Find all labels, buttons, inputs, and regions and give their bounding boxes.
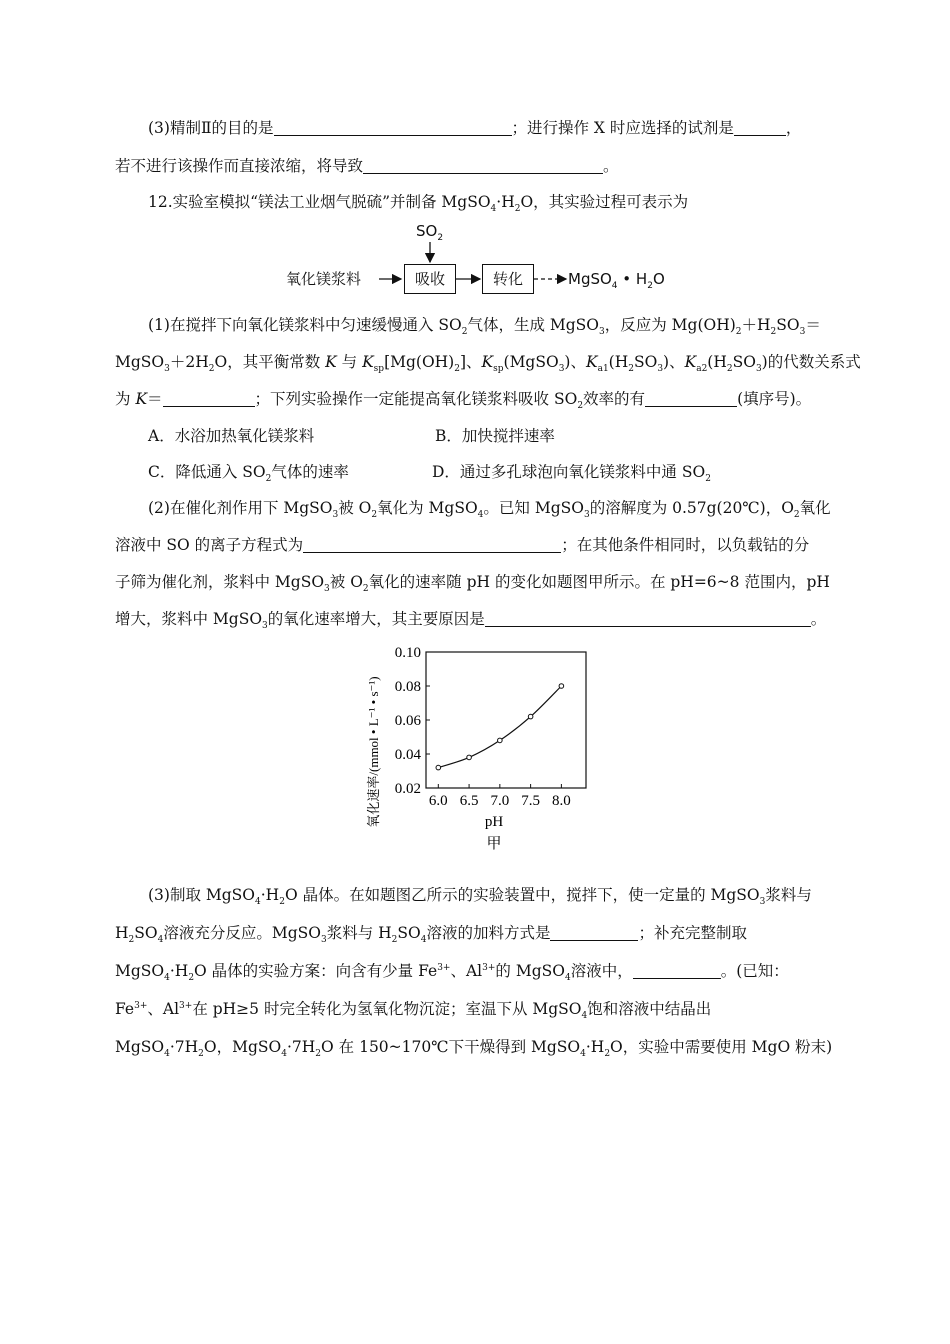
text: ]、 — [459, 353, 482, 371]
text: ；补充完整制取 — [638, 924, 747, 942]
text: ·7H — [286, 1038, 316, 1056]
text: SO — [633, 353, 658, 371]
text: 与 — [336, 353, 363, 371]
answer-blank[interactable] — [363, 157, 603, 174]
text: ·H — [585, 1038, 605, 1056]
text: MgSO — [115, 962, 165, 980]
chart-y-tick-label: 0.06 — [394, 713, 421, 729]
text: 、Al — [450, 962, 483, 980]
text: [Mg(OH) — [384, 353, 455, 371]
text: (2)在催化剂作用下 MgSO — [148, 499, 333, 517]
chart-x-tick-label: 6.0 — [428, 793, 448, 809]
chart-point — [467, 755, 472, 760]
text: (3)制取 MgSO — [148, 886, 256, 904]
text: 溶液中， — [570, 962, 633, 980]
text: SO — [397, 924, 421, 942]
q12-1-line1 — [148, 314, 868, 336]
sub: 2 — [371, 510, 378, 521]
sub: 3 — [558, 364, 565, 375]
answer-blank[interactable] — [645, 390, 737, 407]
text: O，其实验过程可表示为 — [520, 193, 689, 211]
text: 气体的速率 — [271, 463, 349, 481]
text: 气体，生成 MgSO — [467, 316, 599, 334]
text: 饱和溶液中结晶出 — [587, 1000, 712, 1018]
text: ；进行操作 X 时应选择的试剂是 — [511, 119, 734, 137]
sub: 2 — [208, 364, 215, 375]
answer-blank[interactable] — [274, 119, 512, 136]
chart-frame — [426, 652, 586, 788]
sub: sp — [373, 364, 385, 375]
chart-point — [559, 684, 564, 689]
q12-1-line3 — [115, 388, 835, 410]
q12-3-line3 — [115, 960, 835, 982]
sub: 4 — [281, 1049, 287, 1060]
sub: 4 — [157, 935, 164, 946]
text: O 在 150~170℃下干燥得到 MgSO — [321, 1038, 581, 1056]
chart-y-label: 氧化速率/(mmol • L⁻¹ • s⁻¹) — [366, 676, 381, 828]
text: K — [325, 353, 337, 371]
text: O，实验中需要使用 MgO 粉末) — [610, 1038, 833, 1056]
text: 被 O — [329, 573, 363, 591]
sub: 2 — [128, 935, 135, 946]
text: 。 — [810, 610, 827, 628]
text: H — [115, 924, 129, 942]
text: O，MgSO — [203, 1038, 282, 1056]
text: SO — [416, 222, 438, 240]
text: 子筛为催化剂，浆料中 MgSO — [115, 573, 325, 591]
text: MgSO — [115, 353, 165, 371]
sub: 4 — [477, 510, 484, 521]
text: (填序号)。 — [737, 390, 812, 408]
text: 若不进行该操作而直接浓缩，将导致 — [115, 157, 364, 175]
option-b[interactable]: B．加快搅拌速率 — [435, 427, 555, 445]
text: (MgSO — [503, 353, 559, 371]
q11-3-line1 — [148, 117, 868, 139]
chart-points — [436, 684, 564, 770]
chart-x-tick-label: 7.0 — [490, 793, 510, 809]
text: 、Al — [147, 1000, 180, 1018]
text: ·7H — [169, 1038, 199, 1056]
text: ，反应为 Mg(OH) — [604, 316, 736, 334]
sub: 3 — [164, 364, 170, 375]
text: 在 pH≥5 时完全转化为氢氧化物沉淀；室温下从 MgSO — [192, 1000, 582, 1018]
chart-y-tick-label: 0.10 — [394, 645, 421, 661]
sub: 2 — [514, 204, 521, 215]
sub: 3 — [599, 327, 605, 338]
text: SO — [732, 353, 756, 371]
flow-source-label: 氧化镁浆料 — [286, 270, 362, 288]
sub: 4 — [611, 281, 618, 291]
sub: 4 — [420, 935, 427, 946]
sub: 2 — [604, 1049, 611, 1060]
sub: 3 — [657, 364, 664, 375]
text: ＝ — [147, 390, 163, 408]
text: • H — [617, 270, 648, 288]
text: ；在其他条件相同时，以负载钴的分 — [561, 536, 810, 554]
sub: 2 — [454, 364, 460, 375]
text: K — [481, 353, 494, 371]
text: 氧化为 MgSO — [377, 499, 478, 517]
answer-blank[interactable] — [633, 962, 721, 979]
sub: 4 — [581, 1011, 588, 1022]
text: O 晶体的实验方案：向含有少量 Fe — [194, 962, 438, 980]
answer-blank[interactable] — [734, 119, 786, 136]
sub: 2 — [265, 474, 272, 485]
text: D．通过多孔球泡向氧化镁浆料中通 SO — [432, 463, 706, 481]
text: K — [684, 353, 697, 371]
q12-title — [148, 191, 868, 213]
chart-point — [498, 738, 503, 743]
sub: 2 — [628, 364, 634, 375]
text: )的代数关系式 — [761, 353, 861, 371]
answer-blank[interactable] — [485, 610, 811, 627]
text: 为 — [115, 390, 136, 408]
sub: 3 — [262, 621, 268, 632]
text: 效率的有 — [583, 390, 646, 408]
sub: a1 — [597, 364, 609, 375]
text: 氧化的速率随 pH 的变化如题图甲所示。在 pH=6~8 范围内，pH — [368, 573, 830, 591]
text: ；下列实验操作一定能提高氧化镁浆料吸收 SO — [254, 390, 578, 408]
text: ·H — [260, 886, 280, 904]
text: 被 O — [338, 499, 372, 517]
sub: 2 — [315, 1049, 322, 1060]
q12-3-line5 — [115, 1036, 835, 1058]
text: (3)精制Ⅱ的目的是 — [148, 119, 274, 137]
text: (H — [608, 353, 629, 371]
chart-oxidation-rate-vs-ph — [360, 640, 600, 860]
chart-y-ticks — [395, 645, 430, 797]
q12-3-line4 — [115, 998, 835, 1020]
sub: 3 — [755, 364, 762, 375]
chart-y-tick-label: 0.02 — [394, 781, 421, 797]
text: ＝ — [805, 316, 821, 334]
text: 氧化 — [799, 499, 831, 517]
sub: 4 — [490, 204, 497, 215]
sub: 2 — [188, 973, 195, 984]
sub: 4 — [580, 1049, 586, 1060]
sub: 2 — [391, 935, 398, 946]
text: SO — [134, 924, 158, 942]
text: 溶液中 SO 的离子方程式为 — [115, 536, 304, 554]
sub: a2 — [696, 364, 708, 375]
text: 12.实验室模拟“镁法工业烟气脱硫”并制备 MgSO — [148, 193, 491, 211]
text: 。(已知： — [720, 962, 789, 980]
flow-box-convert: 转化 — [482, 264, 534, 294]
sub: 2 — [362, 584, 369, 595]
sup: 3+ — [134, 1000, 148, 1011]
flow-product-label — [568, 269, 665, 289]
option-c[interactable] — [148, 463, 349, 485]
chart-x-tick-label: 7.5 — [521, 793, 540, 809]
sub: 2 — [793, 510, 800, 521]
sub: 3 — [799, 327, 806, 338]
answer-blank[interactable] — [303, 536, 561, 553]
sub: 3 — [583, 510, 590, 521]
text: ， — [785, 119, 802, 137]
flow-box-absorb: 吸收 — [404, 264, 456, 294]
sub: 3 — [759, 897, 766, 908]
chart-x-label: pH — [484, 814, 504, 830]
chart-plot-area — [395, 645, 586, 809]
text: 的 MgSO — [495, 962, 565, 980]
chart-point — [528, 714, 533, 719]
chart-y-tick-label: 0.08 — [394, 679, 421, 695]
text: K — [362, 353, 374, 371]
sub: 2 — [461, 327, 468, 338]
sub: 2 — [198, 1049, 204, 1060]
text: SO — [776, 316, 800, 334]
text: C．降低通入 SO — [148, 463, 266, 481]
sub: 3 — [332, 510, 339, 521]
text: MgSO — [115, 1038, 165, 1056]
q12-2-line2 — [115, 534, 835, 556]
q12-1-options-row2 — [148, 461, 868, 483]
q12-1-options-row1 — [148, 425, 868, 447]
sub: 2 — [647, 281, 653, 291]
text: ＋2H — [169, 353, 209, 371]
text: 浆料与 — [765, 886, 812, 904]
sub: 2 — [770, 327, 777, 338]
text: O，其平衡常数 — [214, 353, 326, 371]
text: (1)在搅拌下向氧化镁浆料中匀速缓慢通入 SO — [148, 316, 462, 334]
q12-2-line4 — [115, 608, 835, 630]
text: )、 — [663, 353, 685, 371]
sub: 2 — [705, 474, 711, 485]
sub: 2 — [577, 401, 584, 412]
q12-2-line1 — [148, 497, 868, 519]
q12-3-line2 — [115, 922, 835, 944]
option-d[interactable] — [432, 461, 711, 483]
text: 。 — [603, 157, 619, 175]
q12-1-line2 — [115, 351, 861, 375]
text: Fe — [115, 1000, 135, 1018]
chart-point — [436, 765, 441, 770]
sub: 4 — [564, 973, 571, 984]
text: (H — [707, 353, 727, 371]
text: 增大，浆料中 MgSO — [115, 610, 263, 628]
text: 的氧化速率增大，其主要原因是 — [267, 610, 485, 628]
text: 的溶解度为 0.57g(20℃)，O — [589, 499, 794, 517]
q12-2-line3 — [115, 571, 835, 593]
sub: 4 — [164, 973, 170, 984]
text: ＋H — [741, 316, 771, 334]
text: 。已知 MgSO — [483, 499, 584, 517]
text: ·H — [169, 962, 189, 980]
text: MgSO — [568, 270, 612, 288]
q12-3-line1 — [148, 884, 868, 906]
q11-3-line2 — [115, 155, 835, 177]
sub: 2 — [735, 327, 742, 338]
sub: 3 — [324, 584, 330, 595]
chart-x-tick-label: 8.0 — [552, 793, 571, 809]
option-a[interactable]: A．水浴加热氧化镁浆料 — [148, 427, 315, 445]
flow-so2-label — [416, 221, 443, 241]
text: O — [652, 270, 665, 288]
text: O 晶体。在如题图乙所示的实验装置中，搅拌下，使一定量的 MgSO — [284, 886, 760, 904]
text: K — [585, 353, 598, 371]
sub: 4 — [164, 1049, 170, 1060]
text: )、 — [564, 353, 586, 371]
sup: 3+ — [482, 962, 496, 973]
sub: 3 — [320, 935, 327, 946]
chart-series-line — [438, 686, 561, 768]
chart-title: 甲 — [486, 836, 502, 852]
sup: 3+ — [437, 962, 451, 973]
sub: 2 — [726, 364, 733, 375]
sub: 2 — [279, 897, 285, 908]
answer-blank[interactable] — [163, 390, 255, 407]
text: 溶液的加料方式是 — [426, 924, 551, 942]
text: K — [135, 390, 148, 408]
text: 浆料与 H — [326, 924, 392, 942]
text: 溶液充分反应。MgSO — [163, 924, 321, 942]
sub: sp — [493, 364, 504, 375]
sup: 3+ — [179, 1000, 193, 1011]
sub: 4 — [255, 897, 261, 908]
text: ·H — [496, 193, 515, 211]
answer-blank[interactable] — [550, 924, 638, 941]
sub: 2 — [437, 233, 444, 243]
chart-x-tick-label: 6.5 — [459, 793, 479, 809]
chart-y-tick-label: 0.04 — [394, 747, 421, 763]
